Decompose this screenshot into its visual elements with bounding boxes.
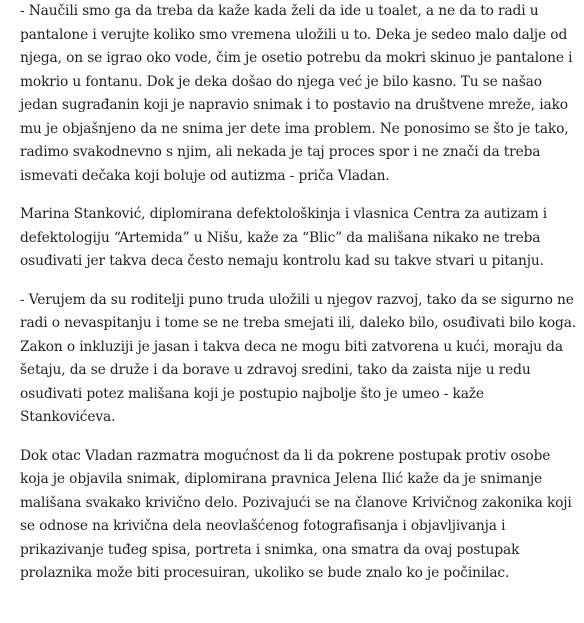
paragraph-line: šetaju, da se druže i da borave u zdravoj sredini, tako da zaista nije u redu (20, 362, 531, 378)
paragraph-line: osuđivati potez mališana koji je postupio najbolje što je umeo - kaže (20, 385, 484, 402)
paragraph-line: pantalone i verujte koliko smo vremena uložili u to. Deka je sedeo malo dalje od (20, 26, 568, 43)
paragraph-line: koja je objavila snimak, diplomirana pravnica Jelena Ilić kaže da je snimanje (20, 471, 543, 487)
paragraph-line: Zakon o inkluziji je jasan i takva deca ne mogu biti zatvorena u kući, moraju da (20, 338, 563, 355)
paragraph-line: se odnose na krivična dela neovlašćenog fotografisanja i objavljivanja i (20, 518, 506, 534)
article-body (20, 0, 577, 601)
paragraph-line: Dok otac Vladan razmatra mogućnost da li da pokrene postupak protiv osobe (20, 447, 551, 464)
article-paragraph (20, 445, 572, 586)
paragraph-line: jedan sugrađanin koji je napravio snimak i to postavio na društvene mreže, iako (20, 97, 568, 113)
paragraph-line: mu je objašnjeno da ne snima jer dete ima problem. Ne ponosimo se što je tako, (20, 120, 569, 137)
article-paragraph (20, 0, 573, 188)
paragraph-line: radimo svakodnevno s njim, ali nekada je taj proces spor i ne znači da treba (20, 144, 541, 160)
paragraph-line: Marina Stanković, diplomirana defektološkinja i vlasnica Centra za autizam i (20, 206, 548, 222)
article-paragraph (20, 289, 577, 430)
paragraph-line: - Verujem da su roditelji puno truda uložili u njegov razvoj, tako da se sigurno ne (20, 291, 574, 308)
paragraph-line: defektologiju “Artemida” u Nišu, kaže za “Blic” da mališana nikako ne treba (20, 229, 541, 246)
paragraph-line: osuđivati jer takva deca često nemaju kontrolu kad su takve stvari u pitanju. (20, 253, 544, 269)
paragraph-line: prikazivanje tuđeg spisa, portreta i snimka, ona smatra da ovaj postupak (20, 541, 520, 558)
paragraph-line: - Naučili smo ga da treba da kaže kada želi da ide u toalet, a ne da to radi u (20, 3, 539, 19)
paragraph-line: njega, on se igrao oko vode, čim je osetio potrebu da mokri skinuo je pantalone i (20, 50, 573, 66)
paragraph-line: mokrio u fontanu. Dok je deka došao do njega već je bilo kasno. Tu se našao (20, 73, 542, 90)
paragraph-line: prolaznika može biti procesuiran, ukoliko se bude znalo ko je počinilac. (20, 565, 510, 581)
paragraph-line: ismevati dečaka koji boluje od autizma - priča Vladan. (20, 167, 390, 184)
paragraph-line: radi o nevaspitanju i tome se ne treba smejati ili, daleko bilo, osuđivati bilo koga. (20, 315, 577, 331)
paragraph-line: Stankovićeva. (20, 409, 116, 425)
article-paragraph (20, 203, 568, 274)
paragraph-line: mališana svakako krivično delo. Pozivajući se na članove Krivičnog zakonika koji (20, 494, 572, 511)
